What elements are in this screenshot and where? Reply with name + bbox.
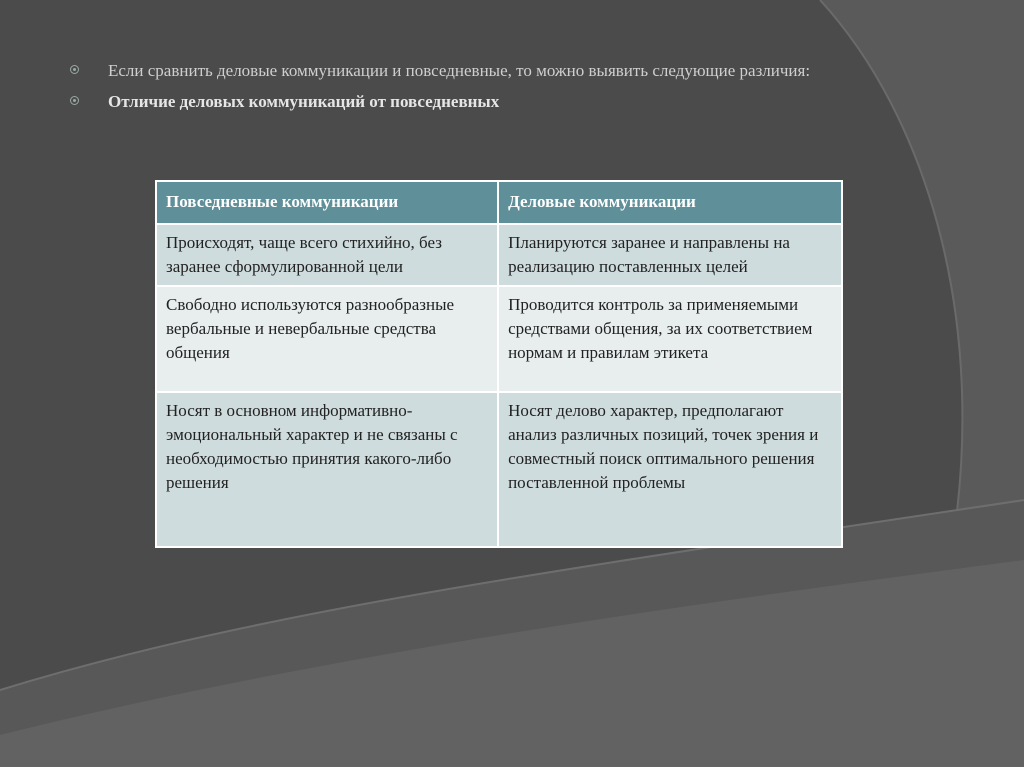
bullet-heading	[70, 91, 870, 112]
table-row	[156, 224, 842, 286]
table-cell: Носят делово характер, предполагают анализ различных позиций, точек зрения и совместный поиск оптимального решения поставленной проблемы	[498, 392, 842, 547]
table-cell: Проводится контроль за применяемыми средствами общения, за их соответствием нормам и правилам этикета	[498, 286, 842, 392]
bullet-list	[70, 60, 870, 122]
bullet-circle-icon	[70, 96, 79, 105]
header-business: Деловые коммуникации	[498, 181, 842, 224]
comparison-table	[155, 180, 843, 548]
table-header-row	[156, 181, 842, 224]
table-cell: Планируются заранее и направлены на реализацию поставленных целей	[498, 224, 842, 286]
table-cell: Свободно используются разнообразные вербальные и невербальные средства общения	[156, 286, 498, 392]
table-row	[156, 392, 842, 547]
bullet-heading-text: Отличие деловых коммуникаций от повседневных	[108, 92, 500, 111]
bullet-intro	[70, 60, 870, 81]
bullet-circle-icon	[70, 65, 79, 74]
bullet-intro-text: Если сравнить деловые коммуникации и повседневные, то можно выявить следующие различия:	[108, 61, 811, 80]
table-cell: Носят в основном информативно-эмоциональный характер и не связаны с необходимостью принятия какого-либо решения	[156, 392, 498, 547]
header-everyday: Повседневные коммуникации	[156, 181, 498, 224]
table-row	[156, 286, 842, 392]
table-cell: Происходят, чаще всего стихийно, без заранее сформулированной цели	[156, 224, 498, 286]
